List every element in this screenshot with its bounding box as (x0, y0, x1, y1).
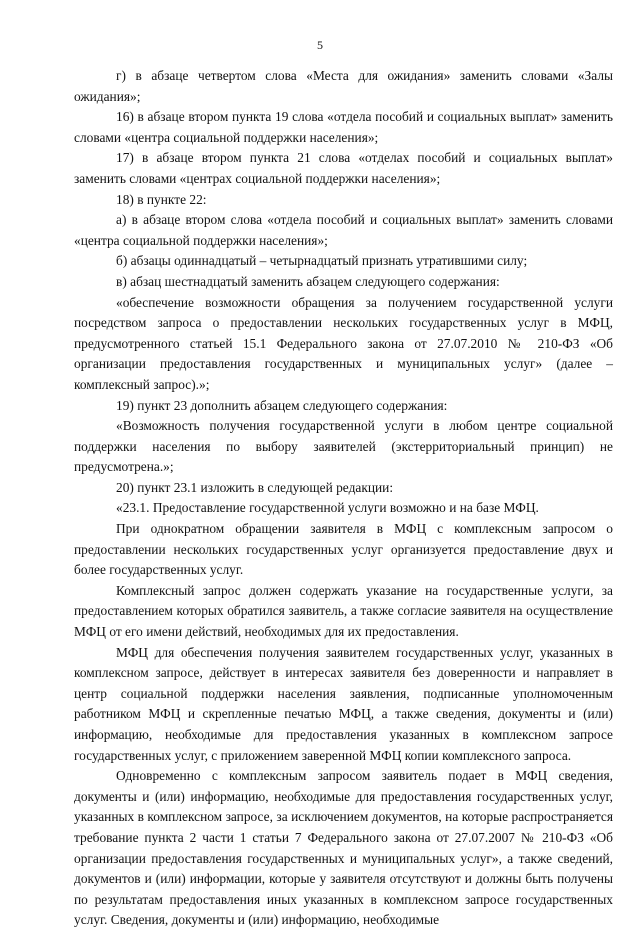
document-body (74, 66, 613, 931)
paragraph-18-a: а) в абзаце втором слова «отдела пособий и социальных выплат» заменить словами «центра социальной поддержки населения»; (74, 212, 613, 248)
paragraph-18-v-quote: «обеспечение возможности обращения за получением государственной услуги посредством запроса о предоставлении нескольких государственных услуг в МФЦ, предусмотренного статьей 15.1 Федерального закона от 27.07.2010 № 210-ФЗ «Об организации предоставления государственных и муниципальных услуг» (далее – комплексный запрос).»; (74, 294, 613, 392)
paragraph-request-content: Комплексный запрос должен содержать указание на государственные услуги, за предоставлением которых обратился заявитель, а также согласие заявителя на осуществление МФЦ от его имени действий, необходимых для их предоставления. (74, 582, 613, 640)
paragraph-complex-request: При однократном обращении заявителя в МФЦ с комплексным запросом о предоставлении нескольких государственных услуг организуется предоставление двух и более государственных услуг. (74, 521, 613, 578)
page-number: 5 (317, 38, 323, 52)
paragraph-20: 20) пункт 23.1 изложить в следующей редакции: (116, 479, 394, 495)
paragraph-18-v: в) абзац шестнадцатый заменить абзацем следующего содержания: (116, 273, 500, 289)
paragraph-23-1: «23.1. Предоставление государственной услуги возможно и на базе МФЦ. (116, 500, 539, 516)
paragraph-16: 16) в абзаце втором пункта 19 слова «отдела пособий и социальных выплат» заменить словами «центра социальной поддержки населения»; (74, 109, 613, 145)
paragraph-item-g: г) в абзаце четвертом слова «Места для ожидания» заменить словами «Залы ожидания»; (74, 68, 613, 104)
paragraph-18: 18) в пункте 22: (116, 191, 207, 207)
paragraph-simultaneous-submission: Одновременно с комплексным запросом заявитель подает в МФЦ сведения, документы и (или) информацию, необходимые для предоставления государственных услуг, указанных в комплексном запросе, за исключением документов, на которые распространяется требование пункта 2 части 1 статьи 7 Федерального закона от 27.07.2007 № 210-ФЗ «Об организации предоставления государственных и муниципальных услуг», а также сведений, документов и (или) информации, которые у заявителя отсутствуют и должны быть получены по результатам предоставления иных указанных в комплексном запросе государственных услуг. Сведения, документы и (или) информацию, необходимые (74, 768, 613, 928)
paragraph-17: 17) в абзаце втором пункта 21 слова «отделах пособий и социальных выплат» заменить словами «центрах социальной поддержки населения»; (74, 150, 613, 186)
paragraph-19: 19) пункт 23 дополнить абзацем следующего содержания: (116, 397, 448, 413)
paragraph-mfc-actions: МФЦ для обеспечения получения заявителем государственных услуг, указанных в комплексном запросе, действует в интересах заявителя без доверенности и направляет в центр социальной поддержки населения заявления, подписанные уполномоченным работником МФЦ и скрепленные печатью МФЦ, а также сведения, документы и (или) информацию, необходимые для предоставления указанных в комплексном запросе государственных услуг, с приложением заверенной МФЦ копии комплексного запроса. (74, 644, 613, 763)
paragraph-18-b: б) абзацы одиннадцатый – четырнадцатый признать утратившими силу; (116, 253, 528, 269)
paragraph-19-quote: «Возможность получения государственной услуги в любом центре социальной поддержки населения по выбору заявителей (экстерриториальный принцип) не предусмотрена.»; (74, 418, 613, 475)
